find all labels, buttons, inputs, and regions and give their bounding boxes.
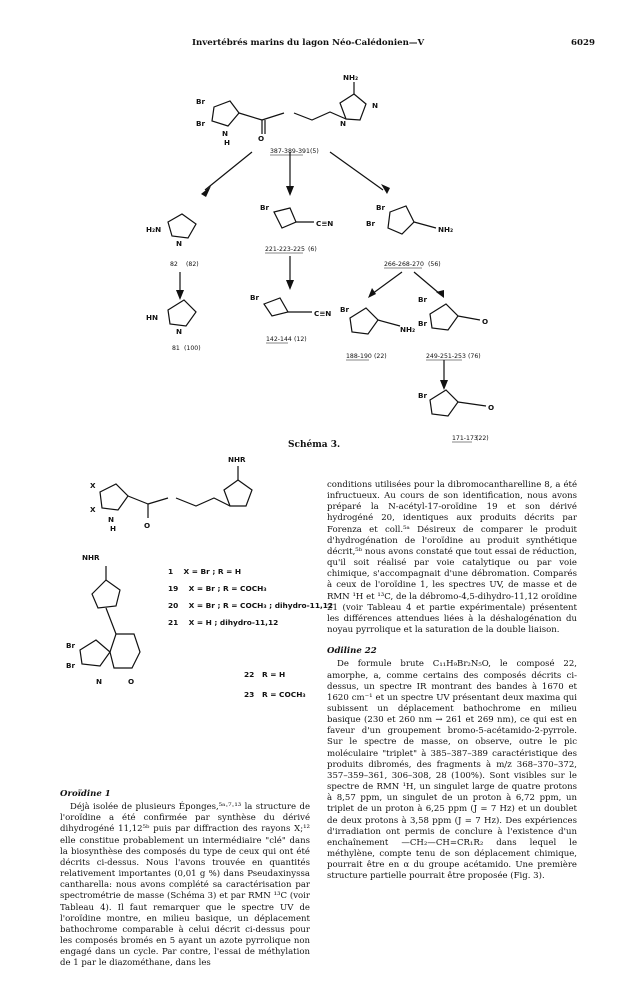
left-column-text [60, 789, 310, 970]
pct-label-142: (12) [294, 336, 307, 343]
pct-label-top: (5) [310, 148, 319, 155]
svg-text:O: O [144, 521, 151, 530]
right-column-text [327, 480, 577, 882]
svg-text:NHR: NHR [228, 455, 246, 464]
pct-label-249: (76) [468, 353, 481, 360]
svg-text:Br: Br [250, 293, 260, 302]
svg-text:O: O [258, 134, 265, 143]
svg-text:N: N [176, 327, 183, 336]
odiline-paragraph: De formule brute C₁₁H₉Br₂N₅O, le composé 22, amorphe, a, comme certains des composés décrits ci-dessus, un spectre IR montrant des bandes à 1670 et 1620 cm⁻¹ et un spectre UV présentant deux maxima qui subissent un déplacement bathochrome en milieu basique (230 et 260 nm → 261 et 269 nm), ce qui est en faveur d'un groupement bromo-5-acétamido-2-pyrrole. Sur le spectre de masse, on observe, outre le pic moléculaire "triplet" à 385–387–389 caractéristique des produits dibromés, des fragments à m/z 368–370–372, 357–359–361, 306–308, 28 (100%). Sont visibles sur le spectre de RMN ¹H, un singulet large de quatre protons à 8,57 ppm, un singulet de un proton à 6,72 ppm, un triplet de un proton à 6,25 ppm (J = 7 Hz) et un doublet de deux protons à 3,58 ppm (J = 7 Hz). Des expériences d'irradiation ont permis de conclure à l'existence d'un enchaînement —CH₂—CH=CR₁R₂ dans lequel le méthylène, compte tenu de son déplacement chimique, pourrait être en α du groupe acétamido. Une première structure partielle pourrait être proposée (Fig. 3). [327, 659, 577, 882]
legend-num: 23 [244, 690, 255, 699]
svg-text:N: N [222, 129, 229, 138]
legend-row-20 [168, 601, 333, 610]
legend-num: 20 [168, 601, 179, 610]
svg-text:X: X [90, 505, 96, 514]
scheme-caption: Schéma 3. [288, 440, 341, 450]
svg-text:C≡N: C≡N [316, 219, 334, 228]
svg-text:Br: Br [66, 661, 76, 670]
svg-text:H₂N: H₂N [146, 225, 162, 234]
legend-num: 21 [168, 618, 179, 627]
svg-text:X: X [90, 481, 96, 490]
svg-text:N: N [108, 515, 115, 524]
svg-text:O: O [128, 677, 135, 686]
oroidine-paragraph: Déjà isolée de plusieurs Éponges,⁵ᵃ·⁷·¹³ la structure de l'oroïdine a été confirmée par synthèse du dérivé dihydrogéné 11,12⁵ᵇ puis par diffraction des rayons X;¹² elle constitue probablement un intermédiaire "clé" dans la biosynthèse des composés du type de ceux qui ont été décrits ci-dessus. Nous l'avons trouvée en quantités relativement importantes (0,01 g %) dans Pseudaxinyssa cantharella: nous avons complété sa caractérisation par spectrométrie de masse (Schéma 3) et par RMN ¹³C (voir Tableau 4). Il faut remarquer que le spectre UV de l'oroïdine montre, en milieu basique, un déplacement bathochrome comparable à celui décrit ci-dessus pour les composés bromés en 5 ayant un azote pyrrolique non engagé dans un cycle. Par contre, l'essai de méthylation de 1 par le diazométhane, dans les [60, 802, 310, 969]
svg-text:N: N [96, 677, 103, 686]
svg-text:Br: Br [418, 319, 428, 328]
legend-num: 22 [244, 670, 255, 679]
section-heading-oroidine: Oroïdine 1 [60, 789, 111, 799]
legend-text: R = COCH₃ [262, 690, 306, 699]
mass-label-221: 221-223-225 [265, 246, 305, 253]
mass-label-81: 81 [172, 345, 180, 352]
svg-text:NH₂: NH₂ [438, 225, 454, 234]
svg-text:Br: Br [418, 295, 428, 304]
mass-label-82: 82 [170, 261, 178, 268]
section-heading-odiline: Odiline 22 [327, 646, 377, 657]
pct-label-188: (22) [374, 353, 387, 360]
svg-text:Br: Br [66, 641, 76, 650]
svg-text:H: H [110, 524, 117, 533]
mass-label-171: 171-173 [452, 435, 478, 442]
legend-row-22 [244, 670, 285, 679]
mass-label-142: 142-144 [266, 336, 292, 343]
svg-text:H: H [224, 138, 231, 147]
legend-row-23 [244, 690, 306, 699]
running-title: Invertébrés marins du lagon Néo-Calédonien—V [192, 38, 425, 48]
mass-label-266: 266-268-270 [384, 261, 424, 268]
svg-text:Br: Br [260, 203, 270, 212]
svg-text:N: N [372, 101, 379, 110]
svg-text:C≡N: C≡N [314, 309, 332, 318]
legend-text: X = H ; dihydro-11,12 [188, 618, 279, 627]
svg-text:Br: Br [376, 203, 386, 212]
mass-label-249: 249-251-253 [426, 353, 466, 360]
legend-text: X = Br ; R = H [183, 567, 242, 576]
svg-text:N: N [176, 239, 183, 248]
pct-label-82: (82) [186, 261, 199, 268]
pct-label-171: (22) [476, 435, 489, 442]
svg-text:N: N [340, 119, 347, 128]
pct-label-81: (100) [184, 345, 201, 352]
svg-text:O: O [482, 317, 489, 326]
svg-text:HN: HN [146, 313, 159, 322]
svg-text:Br: Br [196, 97, 206, 106]
legend-num: 19 [168, 584, 179, 593]
svg-text:NH₂: NH₂ [343, 73, 359, 82]
legend-text: R = H [262, 670, 286, 679]
legend-text: X = Br ; R = COCH₃ [188, 584, 267, 593]
legend-num: 1 [168, 567, 174, 576]
legend-row-1 [168, 567, 241, 576]
mass-label-188: 188-190 [346, 353, 372, 360]
svg-text:O: O [488, 403, 495, 412]
pct-label-221: (6) [308, 246, 317, 253]
svg-text:NHR: NHR [82, 553, 100, 562]
legend-row-19 [168, 584, 267, 593]
page-number: 6029 [571, 38, 595, 48]
legend-text: X = Br ; R = COCH₃ ; dihydro-11,12 [188, 601, 334, 610]
svg-text:Br: Br [196, 119, 206, 128]
mass-label-top: 387-389-391 [270, 148, 310, 155]
conditions-paragraph: conditions utilisées pour la dibromocantharelline 8, a été infructueux. Au cours de son identification, nous avons préparé la N-acétyl-17-oroïdine 19 et son dérivé hydrogéné 20, identiques aux produits décrits par Forenza et coll.⁵ᵃ Désireux de comparer le produit d'hydrogénation de l'oroïdine au produit synthétique décrit,⁵ᵇ nous avons constaté que tout essai de réduction, qu'il soit réalisé par voie catalytique ou par voie chimique, s'accompagnait d'une débromation. Comparés à ceux de l'oroïdine 1, les spectres UV, de masse et de RMN ¹H et ¹³C, de la débromo-4,5-dihydro-11,12 oroïdine 21 (voir Tableau 4 et partie expérimentale) présentent les différences attendues liées à la déshalogénation du noyau pyrrolique et la saturation de la double liaison. [327, 480, 577, 636]
svg-text:Br: Br [340, 305, 350, 314]
pct-label-266: (56) [428, 261, 441, 268]
svg-text:NH₂: NH₂ [400, 325, 416, 334]
svg-text:Br: Br [418, 391, 428, 400]
legend-row-21 [168, 618, 278, 627]
svg-text:Br: Br [366, 219, 376, 228]
